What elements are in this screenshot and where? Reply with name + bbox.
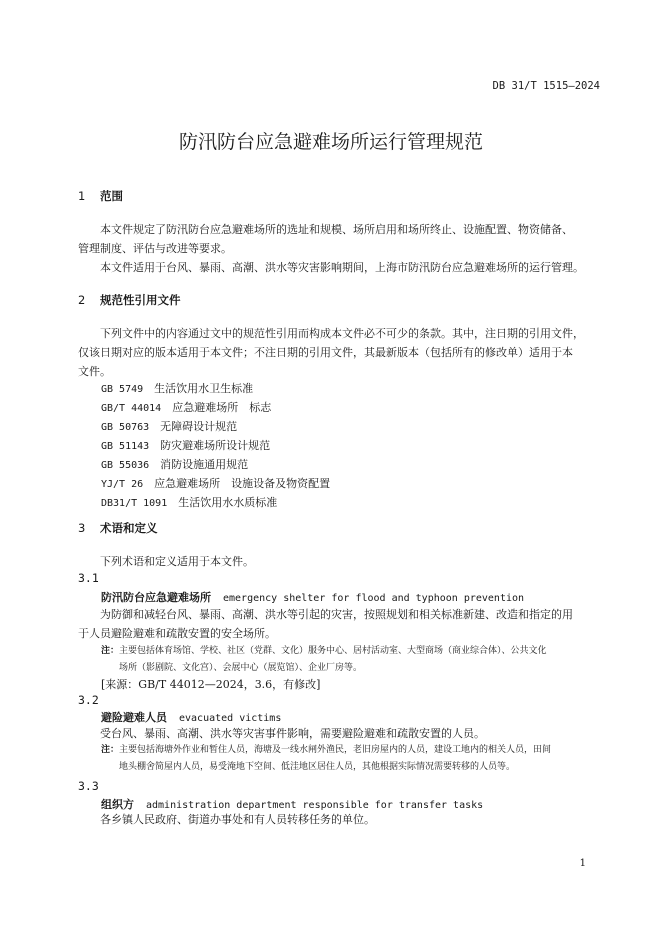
reference-item: YJ/T 26 应急避难场所 设施设备及物资配置 bbox=[101, 477, 331, 490]
term-note-line2: 地头棚舍简屋内人员，易受淹地下空间、低洼地区居住人员，其他根据实际情况需要转移的人员等。 bbox=[119, 762, 516, 772]
scope-paragraph-1 bbox=[78, 220, 600, 239]
term-definition-line1: 为防御和减轻台风、暴雨、高潮、洪水等引起的灾害，按照规划和相关标准新建、改造和指定的用 bbox=[100, 608, 573, 621]
reference-item: DB31/T 1091 生活饮用水水质标准 bbox=[101, 496, 278, 509]
term-definition-line1: 受台风、暴雨、高潮、洪水等灾害事件影响，需要避险避难和疏散安置的人员。 bbox=[100, 727, 485, 740]
standard-code: DB 31/T 1515—2024 bbox=[492, 80, 600, 92]
scope-p1-line2: 管理制度、评估与改进等要求。 bbox=[78, 242, 232, 255]
page-number: 1 bbox=[579, 858, 586, 869]
section-heading-scope bbox=[78, 188, 123, 204]
term-name-en: administration department responsible for transfer tasks bbox=[146, 800, 484, 811]
note-label: 注： bbox=[101, 745, 120, 755]
section-number: 1 bbox=[78, 189, 86, 203]
section-title: 规范性引用文件 bbox=[100, 293, 181, 307]
normative-intro-line1: 下列文件中的内容通过文中的规范性引用而构成本文件必不可少的条款。其中，注日期的引用文件， bbox=[100, 327, 584, 340]
scope-p1-line1: 本文件规定了防汛防台应急避难场所的选址和规模、场所启用和场所终止、设施配置、物资储备、 bbox=[100, 223, 573, 236]
terms-intro: 下列术语和定义适用于本文件。 bbox=[100, 555, 254, 568]
reference-item: GB 55036 消防设施通用规范 bbox=[101, 458, 249, 471]
section-title: 术语和定义 bbox=[100, 521, 158, 535]
scope-p2: 本文件适用于台风、暴雨、高潮、洪水等灾害影响期间，上海市防汛防台应急避难场所的运行管理。 bbox=[100, 261, 584, 274]
section-heading-terms bbox=[78, 520, 158, 536]
term-definition-line1: 各乡镇人民政府、街道办事处和有人员转移任务的单位。 bbox=[100, 813, 375, 826]
document-title: 防汛防台应急避难场所运行管理规范 bbox=[178, 131, 483, 153]
section-number: 3 bbox=[78, 521, 86, 535]
reference-item: GB/T 44014 应急避难场所 标志 bbox=[101, 401, 272, 414]
term-name-cn: 防汛防台应急避难场所 bbox=[101, 591, 211, 604]
term-name-en: emergency shelter for flood and typhoon prevention bbox=[223, 593, 525, 604]
section-number: 2 bbox=[78, 293, 86, 307]
note-text-line1: 主要包括体育场馆、学校、社区（党群、文化）服务中心、居村活动室、大型商场（商业综合体）、公共文化 bbox=[119, 646, 547, 656]
reference-item: GB 5749 生活饮用水卫生标准 bbox=[101, 382, 254, 395]
term-name bbox=[101, 589, 524, 605]
scope-paragraph-2 bbox=[78, 258, 600, 277]
term-source: [来源：GB/T 44012—2024，3.6，有修改] bbox=[101, 678, 321, 691]
term-name bbox=[101, 709, 281, 725]
section-title: 范围 bbox=[100, 189, 123, 203]
note-label: 注： bbox=[101, 646, 120, 656]
term-name-en: evacuated victims bbox=[179, 713, 282, 724]
term-note bbox=[101, 741, 601, 760]
scope-paragraph-1-cont bbox=[78, 239, 600, 258]
term-note-line2: 场所（影剧院、文化宫）、会展中心（展览馆）、企业厂房等。 bbox=[119, 663, 363, 673]
term-name-cn: 避险避难人员 bbox=[101, 711, 167, 724]
section-heading-normative bbox=[78, 292, 181, 308]
normative-intro-line2: 仅该日期对应的版本适用于本文件；不注日期的引用文件，其最新版本（包括所有的修改单）适用于本 bbox=[78, 346, 573, 359]
term-note bbox=[101, 642, 601, 661]
term-name-cn: 组织方 bbox=[101, 798, 134, 811]
note-text-line1: 主要包括海塘外作业和暂住人员，海塘及一线水闸外渔民，老旧房屋内的人员，建设工地内的相关人员，田间 bbox=[119, 745, 552, 755]
normative-intro-line3: 文件。 bbox=[78, 365, 111, 378]
reference-item: GB 50763 无障碍设计规范 bbox=[101, 420, 238, 433]
reference-item: GB 51143 防灾避难场所设计规范 bbox=[101, 439, 271, 452]
term-definition-line2: 于人员避险避难和疏散安置的安全场所。 bbox=[78, 627, 276, 640]
term-number: 3.3 bbox=[78, 779, 99, 793]
term-number: 3.2 bbox=[78, 693, 99, 707]
term-number: 3.1 bbox=[78, 571, 99, 585]
